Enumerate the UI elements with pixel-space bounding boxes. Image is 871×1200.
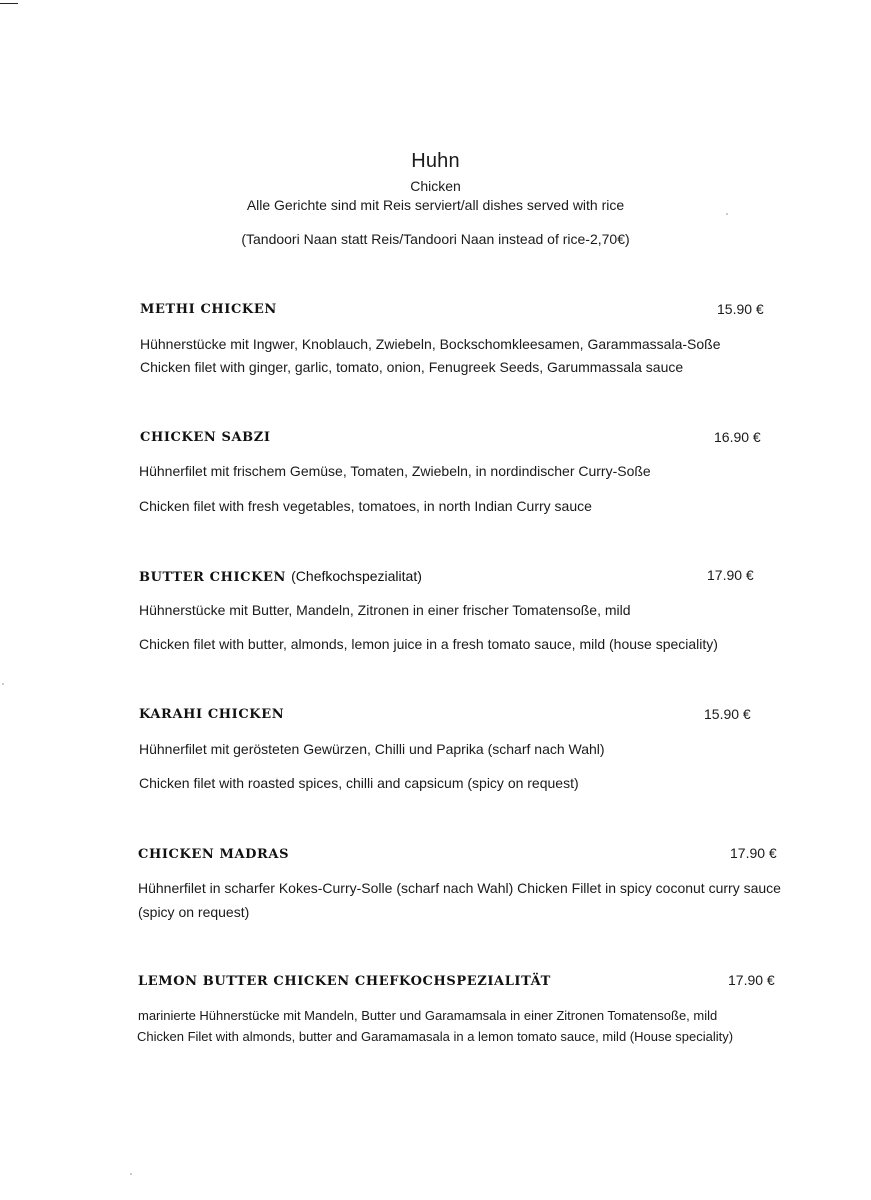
dish-name: LEMON BUTTER CHICKEN CHEFKOCHSPEZIALITÄT	[138, 974, 551, 989]
dish-description-en: Chicken filet with fresh vegetables, tomatoes, in north Indian Curry sauce	[139, 498, 592, 514]
dish-price: 15.90 €	[704, 706, 751, 722]
scan-speck	[130, 1173, 132, 1175]
dish-description-de: Hühnerstücke mit Butter, Mandeln, Zitronen in einer frischer Tomatensoße, mild	[139, 602, 631, 618]
dish-price: 17.90 €	[728, 972, 775, 988]
dish-price: 15.90 €	[717, 301, 764, 317]
section-subtitle: Chicken	[410, 178, 461, 194]
dish-description: Hühnerfilet in scharfer Kokes-Curry-Solle (scharf nach Wahl) Chicken Fillet in spicy coconut curry sauce (spicy on request)	[138, 880, 781, 920]
dish-description-de: Hühnerfilet mit gerösteten Gewürzen, Chilli und Paprika (scharf nach Wahl)	[139, 741, 605, 757]
dish-description-en: Chicken filet with butter, almonds, lemon juice in a fresh tomato sauce, mild (house speciality)	[139, 636, 718, 652]
dish-name: CHICKEN MADRAS	[138, 847, 290, 862]
dish-description-en: Chicken Filet with almonds, butter and Garamamasala in a lemon tomato sauce, mild (House speciality)	[137, 1029, 734, 1044]
dish-description-en: Chicken filet with ginger, garlic, tomato, onion, Fenugreek Seeds, Garummassala sauce	[140, 359, 684, 375]
scan-corner-mark	[0, 3, 18, 4]
dish-description-en: Chicken filet with roasted spices, chilli and capsicum (spicy on request)	[139, 775, 579, 791]
scan-speck	[2, 683, 4, 685]
dish-price: 17.90 €	[707, 567, 754, 583]
dish-name: CHICKEN SABZI	[140, 430, 271, 445]
scan-speck	[726, 213, 728, 215]
dish-price: 17.90 €	[730, 845, 777, 861]
naan-note: (Tandoori Naan statt Reis/Tandoori Naan instead of rice-2,70€)	[241, 231, 630, 247]
dish-name: METHI CHICKEN	[140, 302, 277, 317]
section-title: Huhn	[411, 150, 460, 172]
dish-description-de: marinierte Hühnerstücke mit Mandeln, Butter und Garamamsala in einer Zitronen Tomatensoße, mild	[138, 1008, 718, 1023]
rice-note: Alle Gerichte sind mit Reis serviert/all dishes served with rice	[246, 197, 625, 213]
dish-name: BUTTER CHICKEN	[139, 570, 286, 585]
dish-name: KARAHI CHICKEN	[139, 707, 285, 722]
dish-name-suffix: (Chefkochspezialitat)	[291, 568, 422, 584]
dish-description-de: Hühnerstücke mit Ingwer, Knoblauch, Zwiebeln, Bockschomkleesamen, Garammassala-Soße	[140, 336, 721, 352]
dish-description-de: Hühnerfilet mit frischem Gemüse, Tomaten, Zwiebeln, in nordindischer Curry-Soße	[139, 463, 651, 479]
dish-price: 16.90 €	[714, 429, 761, 445]
dish-name-line	[139, 568, 422, 585]
